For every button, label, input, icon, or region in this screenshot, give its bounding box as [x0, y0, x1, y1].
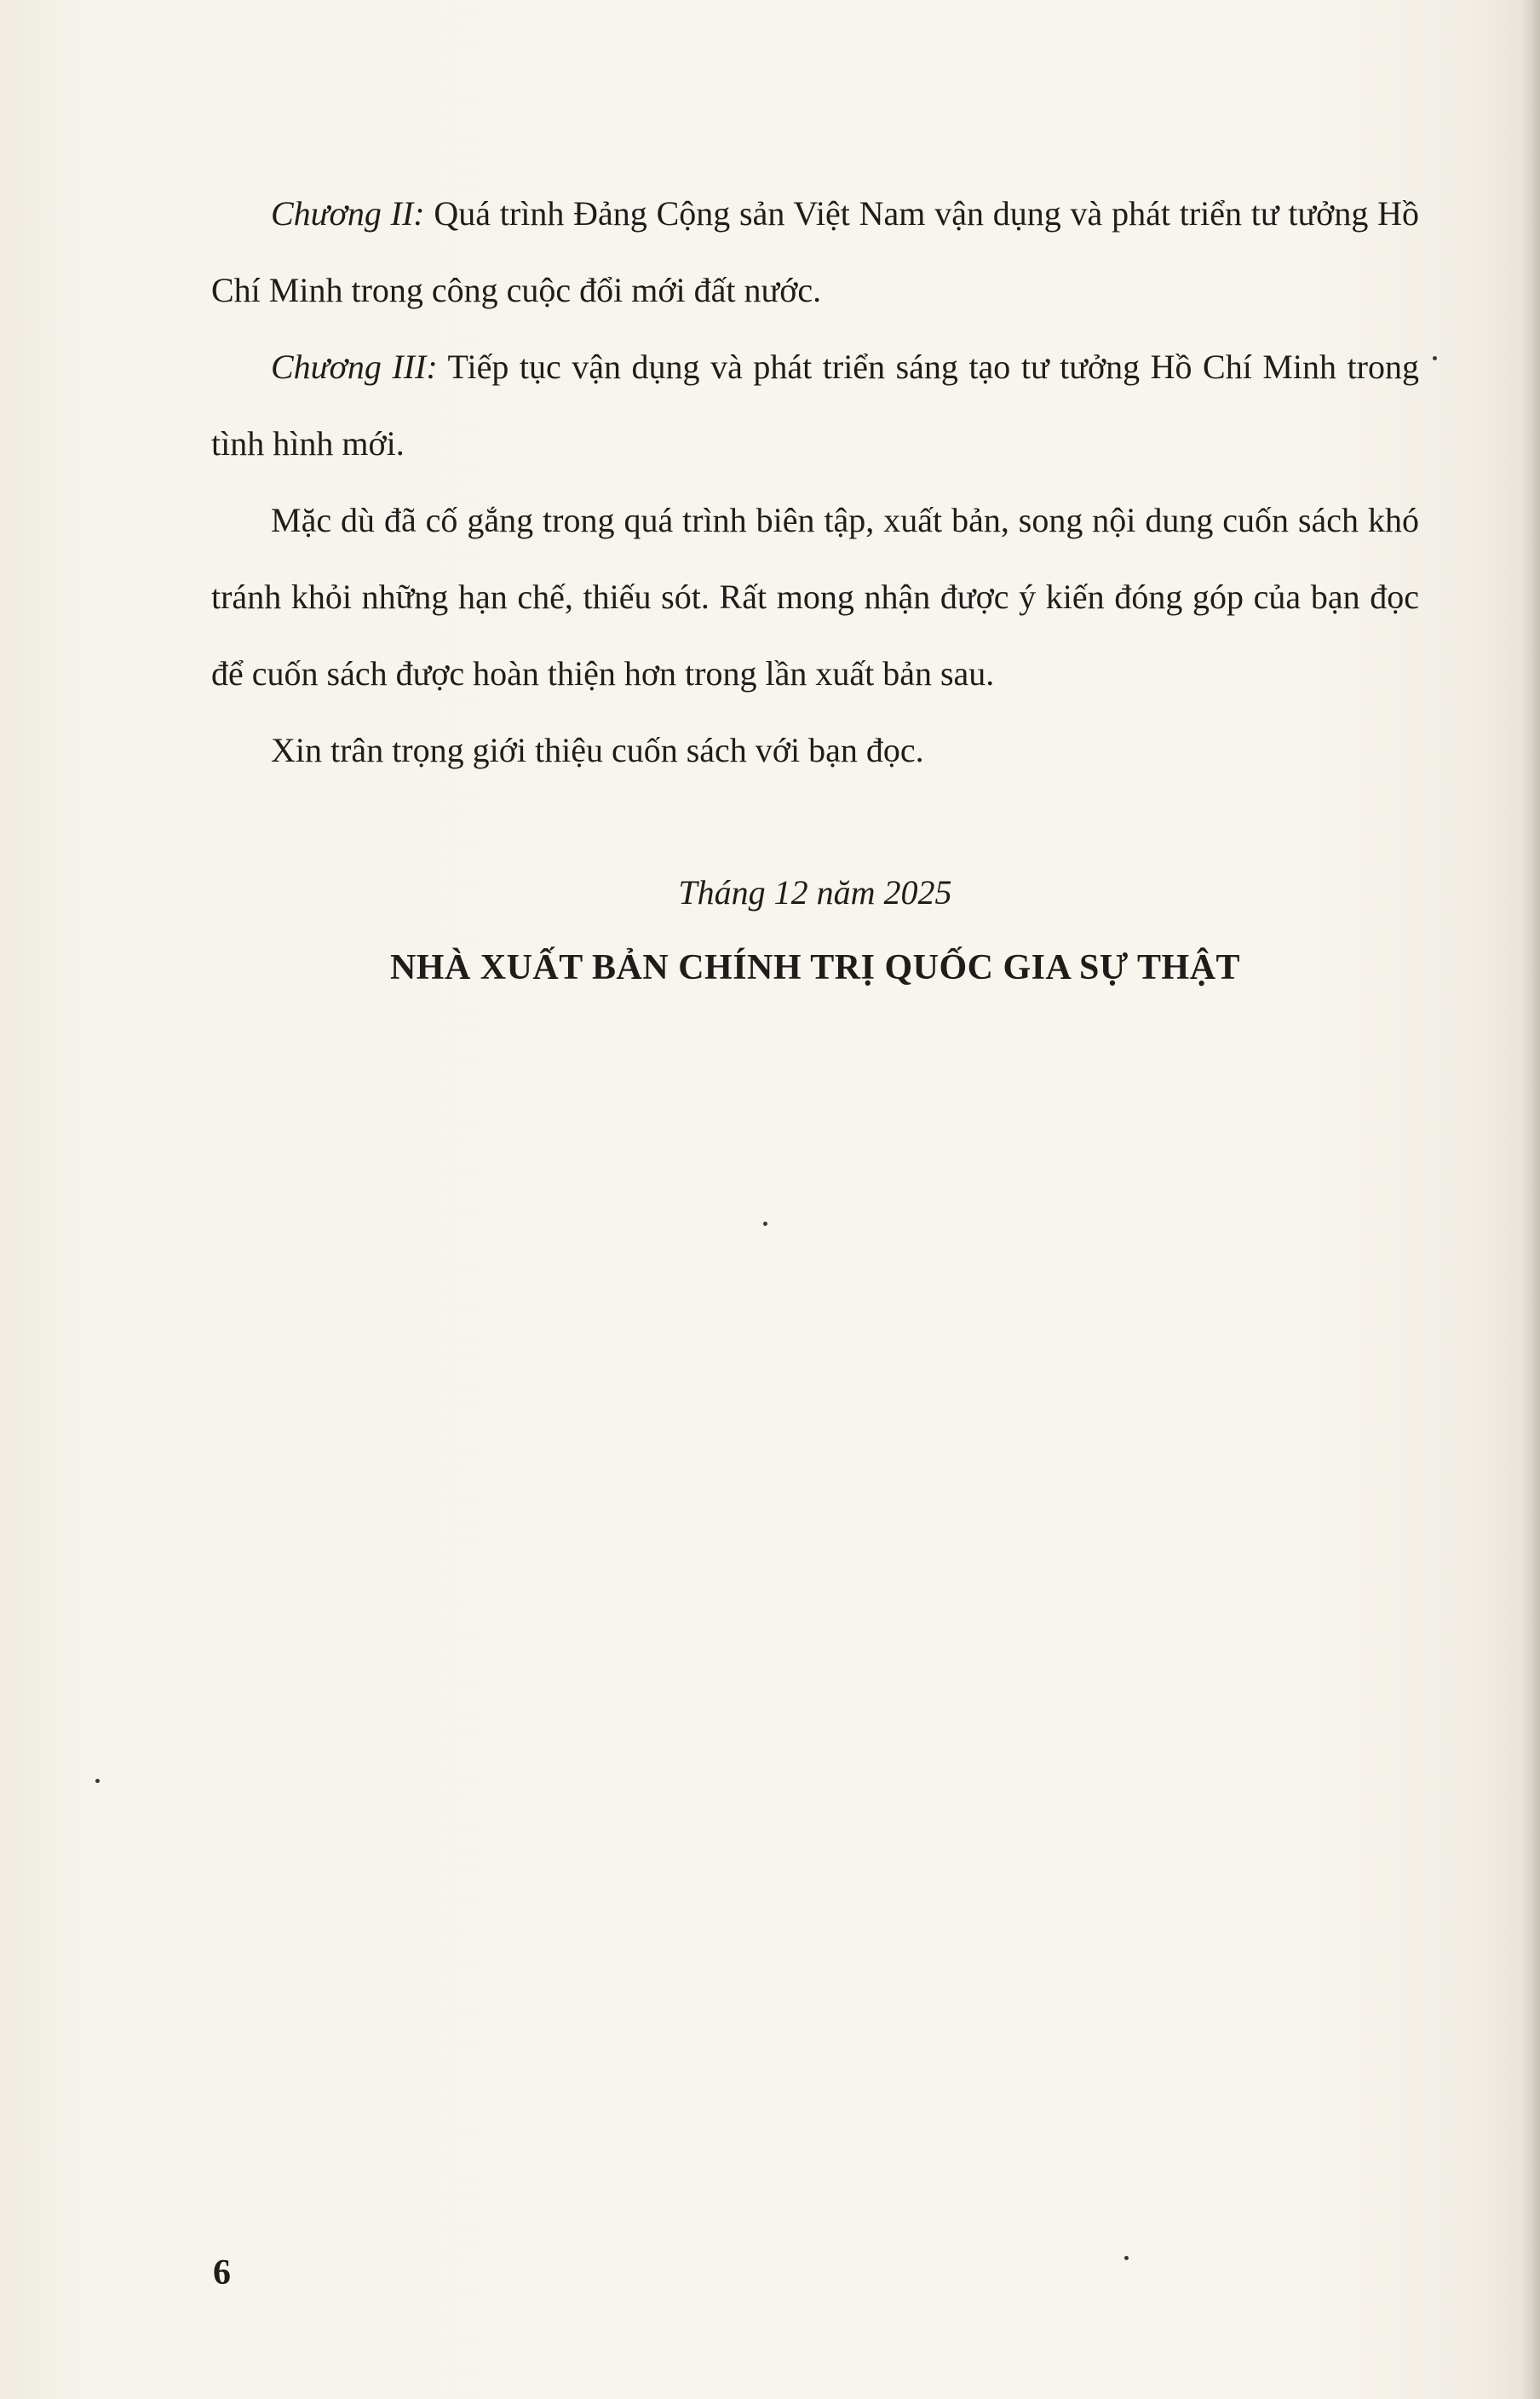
body-text	[211, 175, 1419, 789]
print-speck	[1124, 2256, 1129, 2260]
print-speck	[95, 1779, 100, 1783]
chapter-2-text: Quá trình Đảng Cộng sản Việt Nam vận dụng và phát triển tư tưởng Hồ Chí Minh trong công cuộc đổi mới đất nước.	[211, 194, 1419, 309]
paragraph-feedback	[211, 482, 1419, 712]
chapter-3-text: Tiếp tục vận dụng và phát triển sáng tạo tư tưởng Hồ Chí Minh trong tình hình mới.	[211, 348, 1419, 463]
paragraph-introduction	[211, 712, 1419, 789]
chapter-3-label: Chương III:	[271, 348, 438, 386]
print-speck	[763, 1222, 767, 1226]
paragraph-chapter-3	[211, 329, 1419, 482]
chapter-2-label: Chương II:	[271, 194, 425, 233]
signature-publisher: NHÀ XUẤT BẢN CHÍNH TRỊ QUỐC GIA SỰ THẬT	[389, 948, 1241, 987]
paragraph-chapter-2	[211, 175, 1419, 329]
feedback-text: Mặc dù đã cố gắng trong quá trình biên tập, xuất bản, song nội dung cuốn sách khó tránh khỏi những hạn chế, thiếu sót. Rất mong nhận được ý kiến đóng góp của bạn đọc để cuốn sách được hoàn thiện hơn trong lần xuất bản sau.	[211, 501, 1419, 693]
introduction-text: Xin trân trọng giới thiệu cuốn sách với bạn đọc.	[271, 731, 924, 769]
signature-date: Tháng 12 năm 2025	[678, 873, 952, 912]
print-speck	[1433, 356, 1437, 360]
page-edge-shadow	[1521, 0, 1540, 2399]
page-number: 6	[213, 2253, 231, 2293]
